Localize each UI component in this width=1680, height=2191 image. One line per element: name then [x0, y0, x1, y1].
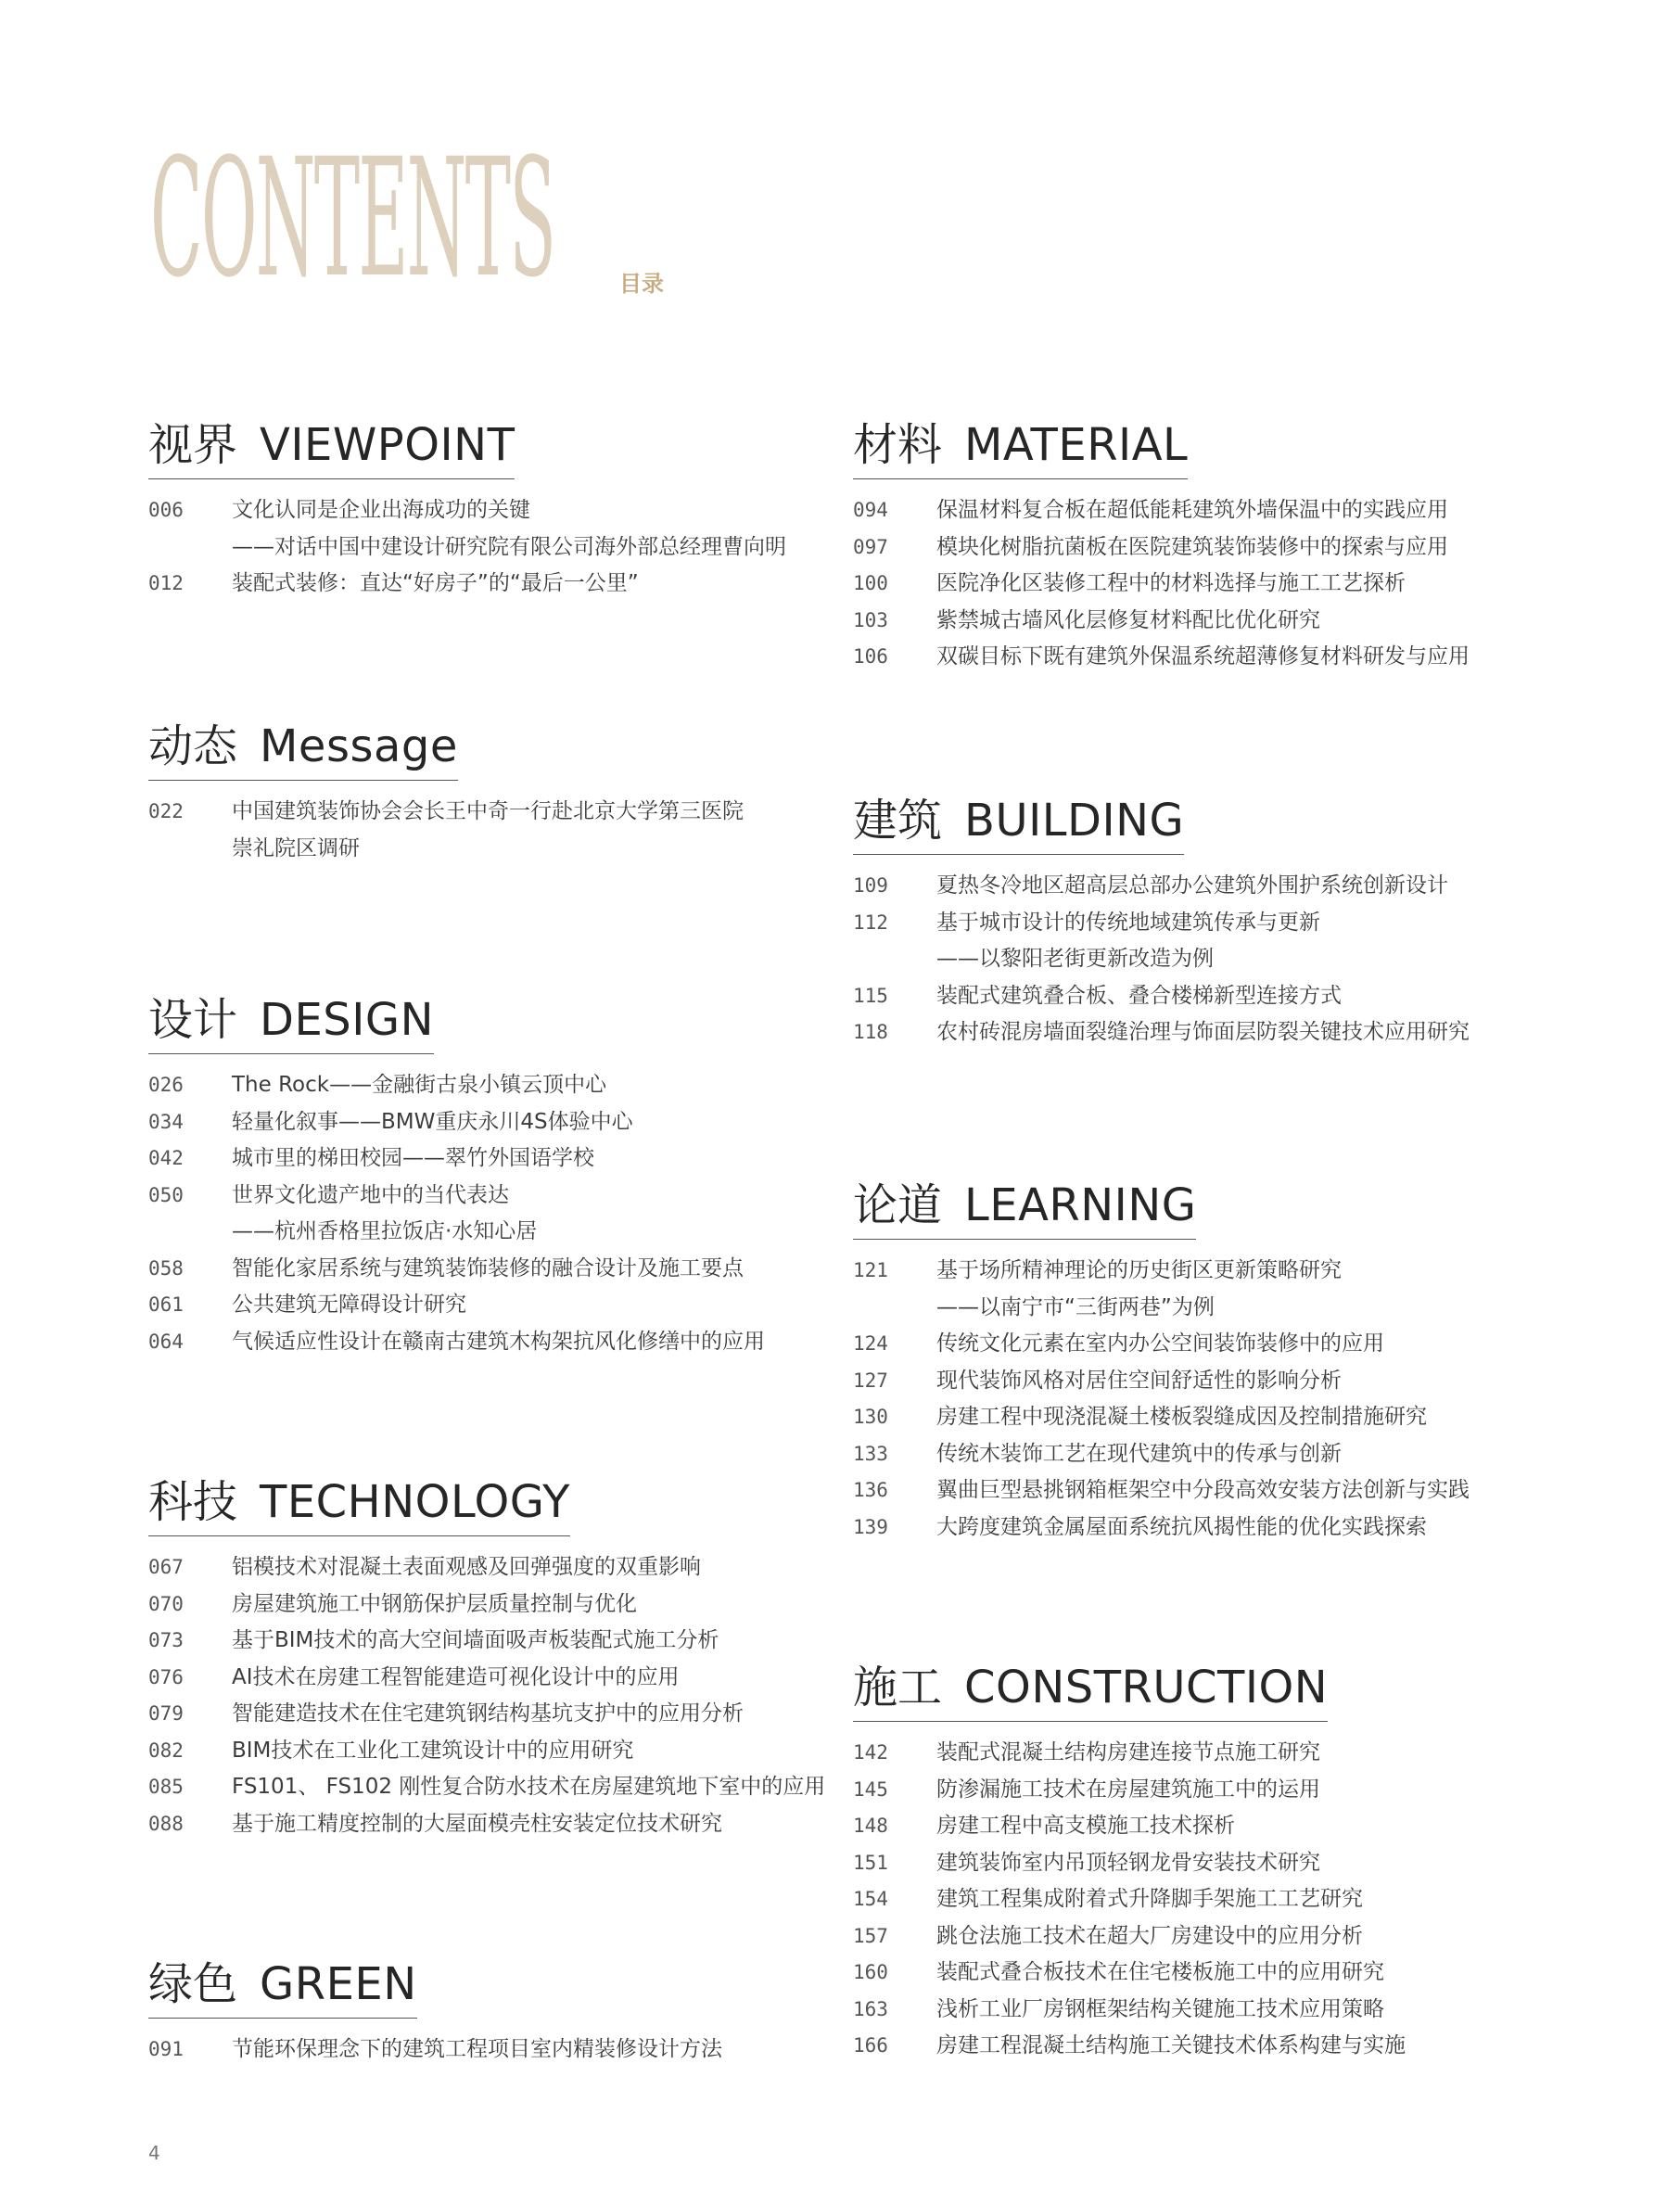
article-list — [148, 2032, 722, 2069]
section-heading — [148, 992, 434, 1054]
article-title: AI技术在房建工程智能建造可视化设计中的应用 — [232, 1664, 680, 1689]
article-entry — [148, 1287, 765, 1324]
article-title: 基于场所精神理论的历史街区更新策略研究 — [936, 1258, 1342, 1282]
article-entry — [853, 905, 1470, 942]
article-page-number: 012 — [148, 572, 184, 594]
article-title: ——杭州香格里拉饭店·水知心居 — [232, 1219, 538, 1243]
article-entry — [148, 1733, 825, 1770]
article-page-number: 034 — [148, 1110, 184, 1133]
section-heading-en: Message — [260, 720, 458, 772]
article-entry — [853, 1992, 1406, 2029]
article-entry — [148, 831, 744, 868]
article-entry — [148, 1660, 825, 1697]
article-entry — [853, 1735, 1406, 1772]
article-entry — [148, 1104, 765, 1141]
article-title: FS101、 FS102 刚性复合防水技术在房屋建筑地下室中的应用 — [232, 1775, 826, 1799]
article-page-number: 163 — [853, 1997, 888, 2020]
section-heading-cn: 绿色 — [148, 1958, 238, 2010]
article-list — [853, 1253, 1470, 1546]
article-title: 基于施工精度控制的大屋面模壳柱安装定位技术研究 — [232, 1811, 722, 1836]
section-heading-en: GREEN — [260, 1958, 417, 2010]
article-title: The Rock——金融街古泉小镇云顶中心 — [232, 1073, 607, 1097]
article-list — [853, 492, 1470, 676]
article-page-number: 136 — [853, 1479, 888, 1501]
section-heading-en: DESIGN — [260, 994, 435, 1046]
article-entry — [148, 566, 786, 603]
article-page-number: 082 — [148, 1739, 184, 1762]
article-entry — [853, 1509, 1470, 1547]
section-heading — [853, 1660, 1328, 1722]
article-page-number: 070 — [148, 1592, 184, 1615]
article-title: 翼曲巨型悬挑钢箱框架空中分段高效安装方法创新与实践 — [936, 1478, 1470, 1502]
left-section-green — [148, 1956, 722, 2069]
article-entry — [853, 1808, 1406, 1845]
article-page-number: 121 — [853, 1259, 888, 1281]
article-entry — [853, 1955, 1406, 1992]
masthead-subtitle: 目录 — [619, 271, 664, 297]
article-page-number: 115 — [853, 984, 888, 1007]
article-title: BIM技术在工业化工建筑设计中的应用研究 — [232, 1738, 634, 1763]
article-list — [853, 1735, 1406, 2065]
article-entry — [148, 794, 744, 831]
article-page-number: 103 — [853, 608, 888, 631]
article-page-number: 076 — [148, 1665, 184, 1688]
article-title: ——以南宁市“三街两巷”为例 — [936, 1294, 1215, 1319]
article-entry — [148, 1623, 825, 1660]
article-page-number — [853, 941, 936, 978]
article-page-number: 133 — [853, 1442, 888, 1465]
article-page-number: 006 — [148, 499, 184, 521]
article-title: 铝模技术对混凝土表面观感及回弹强度的双重影响 — [232, 1555, 701, 1579]
article-list — [853, 868, 1470, 1051]
article-entry — [148, 1769, 825, 1806]
article-title: 轻量化叙事——BMW重庆永川4S体验中心 — [232, 1109, 633, 1134]
left-section-design — [148, 992, 765, 1360]
article-title: 传统文化元素在室内办公空间装饰装修中的应用 — [936, 1331, 1384, 1356]
article-title: 双碳目标下既有建筑外保温系统超薄修复材料研发与应用 — [936, 644, 1470, 669]
article-title: 基于城市设计的传统地域建筑传承与更新 — [936, 910, 1320, 935]
section-heading — [148, 1956, 417, 2019]
section-heading-cn: 视界 — [148, 419, 238, 471]
article-title: 基于BIM技术的高大空间墙面吸声板装配式施工分析 — [232, 1628, 719, 1652]
section-heading-cn: 建筑 — [853, 795, 943, 847]
article-page-number: 026 — [148, 1074, 184, 1096]
article-title: 传统木装饰工艺在现代建筑中的传承与创新 — [936, 1441, 1342, 1466]
article-page-number: 106 — [853, 645, 888, 668]
article-title: 农村砖混房墙面裂缝治理与饰面层防裂关键技术应用研究 — [936, 1020, 1470, 1044]
article-title: 节能环保理念下的建筑工程项目室内精装修设计方法 — [232, 2037, 722, 2061]
masthead-contents-word: CONTENTS — [150, 123, 555, 313]
article-title: 房建工程混凝土结构施工关键技术体系构建与实施 — [936, 2033, 1406, 2057]
article-entry — [853, 1881, 1406, 1918]
article-entry — [853, 639, 1470, 676]
left-section-technology — [148, 1474, 825, 1842]
section-heading-en: MATERIAL — [964, 419, 1189, 471]
article-page-number — [148, 831, 232, 868]
right-section-learning — [853, 1178, 1470, 1546]
article-entry — [148, 1178, 765, 1215]
article-title: ——以黎阳老街更新改造为例 — [936, 947, 1214, 971]
article-entry — [853, 603, 1470, 640]
article-page-number: 058 — [148, 1256, 184, 1280]
article-entry — [853, 1472, 1470, 1509]
article-entry — [853, 868, 1470, 905]
article-page-number — [853, 1290, 936, 1327]
left-section-viewpoint — [148, 417, 786, 603]
article-entry — [148, 1806, 825, 1843]
article-entry — [148, 1214, 765, 1251]
article-title: 现代装饰风格对居住空间舒适性的影响分析 — [936, 1368, 1342, 1393]
article-entry — [853, 2028, 1406, 2065]
article-page-number: 091 — [148, 2038, 184, 2060]
article-entry — [148, 1696, 825, 1733]
section-heading-cn: 设计 — [148, 994, 238, 1046]
article-page-number: 094 — [853, 499, 888, 521]
section-heading — [853, 417, 1188, 479]
section-heading-cn: 动态 — [148, 720, 238, 772]
article-page-number: 042 — [148, 1147, 184, 1169]
article-page-number: 079 — [148, 1702, 184, 1725]
section-heading-cn: 材料 — [853, 419, 943, 471]
article-list — [148, 1549, 825, 1842]
article-entry — [148, 2032, 722, 2069]
section-heading-en: VIEWPOINT — [260, 419, 515, 471]
article-page-number: 127 — [853, 1369, 888, 1392]
article-page-number: 145 — [853, 1777, 888, 1801]
section-heading — [853, 793, 1184, 855]
article-entry — [148, 1140, 765, 1178]
article-title: 气候适应性设计在赣南古建筑木构架抗风化修缮中的应用 — [232, 1329, 765, 1354]
section-heading — [148, 1474, 570, 1536]
section-heading-en: CONSTRUCTION — [964, 1662, 1329, 1713]
article-title: 文化认同是企业出海成功的关键 — [232, 498, 530, 522]
article-entry — [853, 1918, 1406, 1955]
article-entry — [853, 1845, 1406, 1882]
article-page-number: 154 — [853, 1888, 888, 1910]
section-heading-en: BUILDING — [964, 795, 1185, 847]
article-entry — [853, 529, 1470, 567]
article-page-number: 130 — [853, 1406, 888, 1428]
article-title: 跳仓法施工技术在超大厂房建设中的应用分析 — [936, 1923, 1363, 1948]
article-entry — [853, 1326, 1470, 1363]
article-page-number: 139 — [853, 1515, 888, 1538]
right-section-building — [853, 793, 1470, 1051]
page-number: 4 — [148, 2142, 160, 2164]
article-title: 装配式混凝土结构房建连接节点施工研究 — [936, 1740, 1320, 1764]
article-title: 装配式装修：直达“好房子”的“最后一公里” — [232, 571, 639, 595]
section-heading-cn: 施工 — [853, 1662, 943, 1713]
article-entry — [853, 1772, 1406, 1809]
article-title: 模块化树脂抗菌板在医院建筑装饰装修中的探索与应用 — [936, 534, 1448, 559]
article-title: 智能化家居系统与建筑装饰装修的融合设计及施工要点 — [232, 1255, 744, 1280]
article-entry — [853, 492, 1470, 529]
section-heading-cn: 论道 — [853, 1179, 943, 1231]
article-entry — [148, 529, 786, 567]
article-title: 装配式叠合板技术在住宅楼板施工中的应用研究 — [936, 1960, 1384, 1984]
right-section-construction — [853, 1660, 1406, 2065]
article-title: 智能建造技术在住宅建筑钢结构基坑支护中的应用分析 — [232, 1701, 744, 1726]
article-title: 建筑工程集成附着式升降脚手架施工工艺研究 — [936, 1887, 1363, 1911]
article-list — [148, 492, 786, 603]
article-page-number: 050 — [148, 1183, 184, 1206]
article-page-number: 088 — [148, 1812, 184, 1835]
article-title: ——对话中国中建设计研究院有限公司海外部总经理曹向明 — [232, 534, 786, 559]
section-heading-cn: 科技 — [148, 1476, 238, 1528]
article-entry — [148, 1067, 765, 1104]
article-entry — [853, 566, 1470, 603]
article-page-number — [148, 1214, 232, 1251]
article-entry — [148, 1586, 825, 1624]
article-page-number: 085 — [148, 1776, 184, 1798]
article-entry — [148, 1251, 765, 1288]
article-page-number: 151 — [853, 1851, 888, 1874]
article-title: 紫禁城古墙风化层修复材料配比优化研究 — [936, 607, 1320, 632]
article-page-number: 112 — [853, 911, 888, 934]
article-title: 保温材料复合板在超低能耗建筑外墙保温中的实践应用 — [936, 498, 1448, 522]
article-entry — [853, 1363, 1470, 1400]
article-page-number: 118 — [853, 1021, 888, 1043]
article-page-number: 022 — [148, 800, 184, 822]
article-title: 房建工程中高支模施工技术探析 — [936, 1814, 1235, 1838]
article-title: 大跨度建筑金属屋面系统抗风揭性能的优化实践探索 — [936, 1514, 1427, 1539]
article-entry — [853, 1014, 1470, 1051]
article-title: 城市里的梯田校园——翠竹外国语学校 — [232, 1146, 594, 1170]
article-page-number: 064 — [148, 1330, 184, 1353]
article-entry — [853, 1436, 1470, 1473]
article-entry — [853, 1399, 1470, 1436]
article-page-number — [148, 529, 232, 567]
article-page-number: 148 — [853, 1815, 888, 1837]
article-page-number: 067 — [148, 1556, 184, 1578]
article-page-number: 157 — [853, 1924, 888, 1947]
article-entry — [148, 1324, 765, 1361]
section-heading — [853, 1178, 1196, 1240]
article-title: 防渗漏施工技术在房屋建筑施工中的运用 — [936, 1777, 1320, 1802]
article-page-number: 124 — [853, 1332, 888, 1355]
article-title: 建筑装饰室内吊顶轻钢龙骨安装技术研究 — [936, 1850, 1320, 1875]
section-heading-en: TECHNOLOGY — [260, 1476, 570, 1528]
article-entry — [853, 978, 1470, 1015]
article-entry — [148, 1549, 825, 1586]
article-entry — [853, 941, 1470, 978]
article-title: 世界文化遗产地中的当代表达 — [232, 1182, 509, 1207]
article-title: 中国建筑装饰协会会长王中奇一行赴北京大学第三医院 — [232, 799, 744, 823]
article-entry — [853, 1253, 1470, 1290]
article-page-number: 097 — [853, 535, 888, 558]
section-heading-en: LEARNING — [964, 1179, 1197, 1231]
left-section-message — [148, 719, 744, 867]
right-section-material — [853, 417, 1470, 676]
article-page-number: 100 — [853, 572, 888, 594]
article-page-number: 061 — [148, 1293, 184, 1316]
article-page-number: 142 — [853, 1741, 888, 1764]
article-page-number: 109 — [853, 874, 888, 897]
article-title: 医院净化区装修工程中的材料选择与施工工艺探析 — [936, 571, 1406, 595]
article-title: 浅析工业厂房钢框架结构关键施工技术应用策略 — [936, 1996, 1384, 2021]
section-heading — [148, 719, 458, 781]
article-page-number: 160 — [853, 1961, 888, 1983]
article-page-number: 073 — [148, 1629, 184, 1651]
article-title: 夏热冬冷地区超高层总部办公建筑外围护系统创新设计 — [936, 873, 1448, 898]
section-heading — [148, 417, 515, 479]
article-title: 公共建筑无障碍设计研究 — [232, 1293, 466, 1317]
article-title: 房屋建筑施工中钢筋保护层质量控制与优化 — [232, 1591, 637, 1616]
article-page-number: 166 — [853, 2034, 888, 2057]
article-list — [148, 794, 744, 867]
article-entry — [148, 492, 786, 529]
article-title: 房建工程中现浇混凝土楼板裂缝成因及控制措施研究 — [936, 1405, 1427, 1429]
article-entry — [853, 1290, 1470, 1327]
article-title: 装配式建筑叠合板、叠合楼梯新型连接方式 — [936, 983, 1342, 1008]
article-title: 崇礼院区调研 — [232, 835, 360, 860]
article-list — [148, 1067, 765, 1360]
